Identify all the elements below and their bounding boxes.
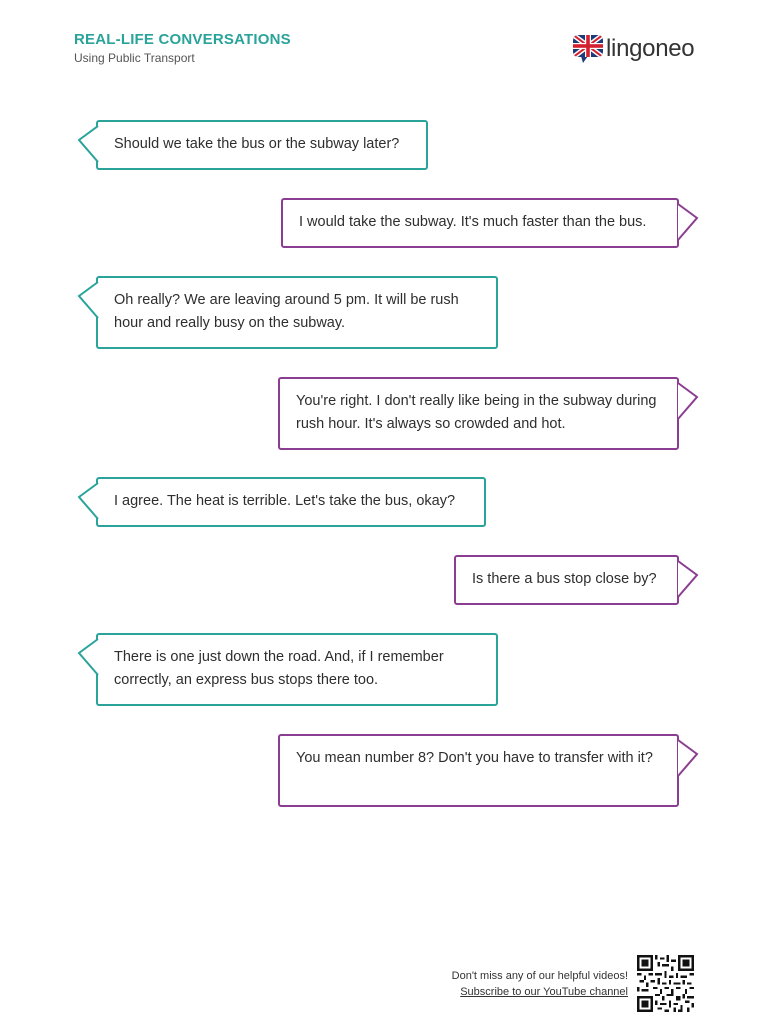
dialogue-bubble-3 [96, 276, 498, 349]
qr-code-icon[interactable] [637, 955, 694, 1012]
bubble-tail-1 [76, 124, 100, 164]
dialogue-text-1: Should we take the bus or the subway later? [114, 136, 400, 152]
dialogue-text-4: You're right. I don't really like being in the subway during rush hour. It's always so crowded and hot. [296, 393, 657, 432]
bubble-tail-5 [76, 481, 100, 521]
dialogue-bubble-7 [96, 633, 498, 706]
bubble-tail-3 [76, 280, 100, 320]
youtube-subscribe-link[interactable]: Subscribe to our YouTube channel [460, 986, 628, 998]
logo-text: lingoneo [606, 35, 695, 62]
lingoneo-logo[interactable] [572, 33, 694, 65]
dialogue-bubble-4 [278, 377, 679, 450]
dialogue-text-7: There is one just down the road. And, if I remember correctly, an express bus stops there too. [114, 649, 444, 688]
bubble-tail-2 [676, 202, 700, 242]
dialogue-text-5: I agree. The heat is terrible. Let's take the bus, okay? [114, 493, 456, 509]
dialogue-bubble-6 [454, 555, 679, 605]
dialogue-bubble-2 [281, 198, 679, 248]
bubble-tail-6 [676, 559, 700, 599]
dialogue-bubble-5 [96, 477, 486, 527]
dialogue-text-2: I would take the subway. It's much faster than the bus. [299, 214, 647, 230]
footer [452, 968, 628, 1000]
dialogue-bubble-1 [96, 120, 428, 170]
page-title: REAL-LIFE CONVERSATIONS [74, 31, 291, 48]
dialogue-text-6: Is there a bus stop close by? [472, 571, 657, 587]
page-subtitle: Using Public Transport [74, 51, 195, 65]
bubble-tail-4 [676, 381, 700, 421]
footer-text: Don't miss any of our helpful videos! [451, 970, 628, 982]
dialogue-text-3: Oh really? We are leaving around 5 pm. It will be rush hour and really busy on the subway. [114, 292, 459, 331]
dialogue-text-8: You mean number 8? Don't you have to transfer with it? [296, 750, 653, 766]
bubble-tail-8 [676, 738, 700, 778]
bubble-tail-7 [76, 637, 100, 677]
dialogue-bubble-8 [278, 734, 679, 807]
uk-flag-speech-bubble-icon [572, 34, 604, 64]
